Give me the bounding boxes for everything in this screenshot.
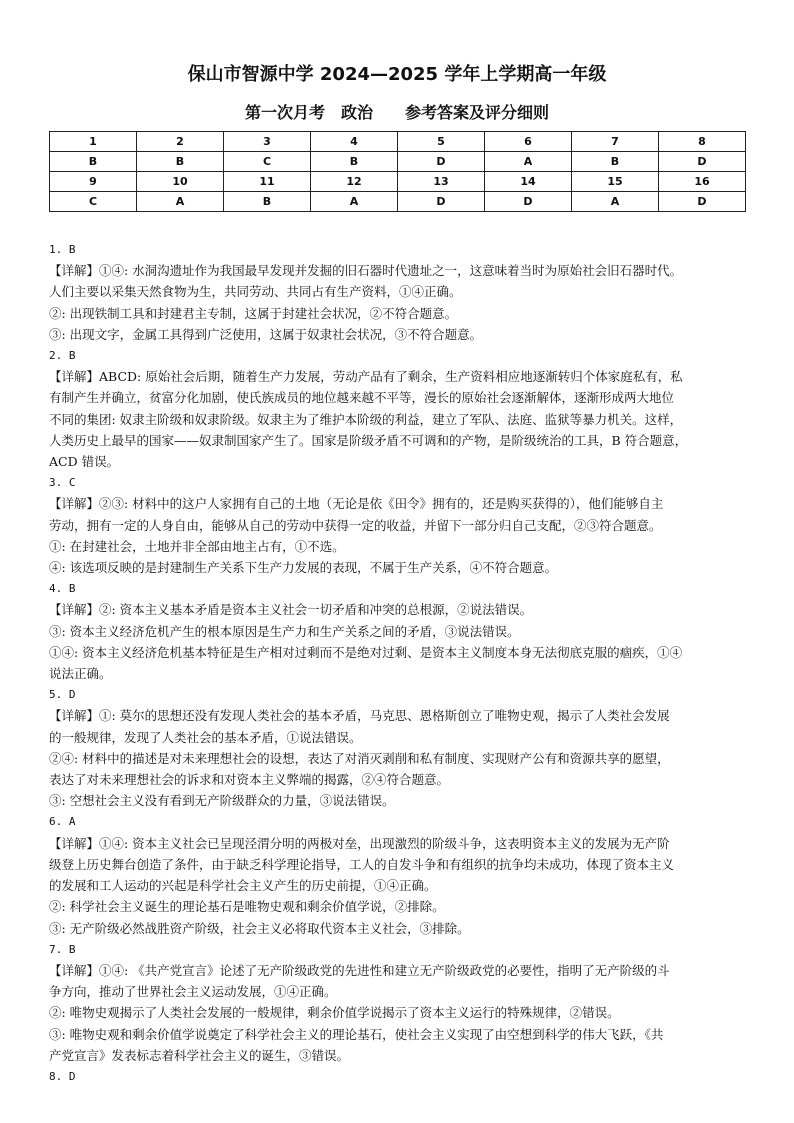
answer-cell: B: [311, 152, 398, 172]
question-answer-heading: 2. B: [49, 349, 76, 363]
question-number-cell: 10: [137, 172, 224, 192]
answer-cell: B: [50, 152, 137, 172]
question-answer-heading: 5. D: [49, 688, 76, 702]
explanation-line: ①: 在封建社会，土地并非全部由地主占有，①不选。: [49, 538, 345, 554]
explanation-line: ③: 空想社会主义没有看到无产阶级群众的力量，③说法错误。: [49, 793, 395, 809]
question-number-row: [50, 172, 746, 192]
explanation-line: ③: 无产阶级必然战胜资产阶级，社会主义必将取代资本主义社会，③排除。: [49, 920, 470, 936]
question-answer-heading: 8. D: [49, 1069, 76, 1083]
explanation-line: 【详解】①④: 《共产党宣言》论述了无产阶级政党的先进性和建立无产阶级政党的必要性，指明了无产阶级的斗: [49, 962, 670, 978]
question-number-cell: 6: [485, 132, 572, 152]
explanation-line: 说法正确。: [49, 666, 112, 682]
question-number-cell: 15: [572, 172, 659, 192]
question-number-cell: 9: [50, 172, 137, 192]
explanation-line: 级登上历史舞台创造了条件，由于缺乏科学理论指导，工人的自发斗争和有组织的抗争均未成功，体现了资本主义: [49, 856, 675, 872]
explanation-line: ②④: 材料中的描述是对未来理想社会的设想，表达了对消灭剥削和私有制度、实现财产公有和资源共享的愿望，: [49, 750, 670, 766]
question-number-cell: 16: [659, 172, 746, 192]
explanation-line: 【详解】②③: 材料中的这户人家拥有自己的土地（无论是依《田令》拥有的，还是购买获得的），他们能够自主: [49, 496, 664, 512]
question-number-cell: 2: [137, 132, 224, 152]
answer-cell: C: [50, 192, 137, 212]
answer-cell: D: [398, 192, 485, 212]
question-number-cell: 7: [572, 132, 659, 152]
answer-cell: B: [137, 152, 224, 172]
explanation-line: ③: 唯物史观和剩余价值学说奠定了科学社会主义的理论基石，使社会主义实现了由空想到科学的伟大飞跃，《共: [49, 1026, 664, 1042]
explanation-line: 表达了对未来理想社会的诉求和对资本主义弊端的揭露，②④符合题意。: [49, 772, 450, 788]
answer-cell: D: [659, 192, 746, 212]
explanation-line: ②: 出现铁制工具和封建君主专制，这属于封建社会状况，②不符合题意。: [49, 305, 458, 321]
explanation-line: ①④: 资本主义经济危机基本特征是生产相对过剩而不是绝对过剩、是资本主义制度本身无法彻底克服的痼疾，①④: [49, 644, 683, 660]
explanation-line: ②: 唯物史观揭示了人类社会发展的一般规律，剩余价值学说揭示了资本主义运行的特殊规律，②错误。: [49, 1005, 620, 1021]
question-answer-heading: 6. A: [49, 815, 76, 829]
document-title: 保山市智源中学 2024—2025 学年上学期高一年级: [187, 64, 607, 85]
question-answer-heading: 4. B: [49, 582, 76, 596]
question-number-cell: 3: [224, 132, 311, 152]
explanation-line: 产党宣言》发表标志着科学社会主义的诞生，③错误。: [49, 1047, 350, 1063]
explanation-line: 【详解】②: 资本主义基本矛盾是资本主义社会一切矛盾和冲突的总根源，②说法错误。: [49, 602, 533, 618]
explanation-line: 人们主要以采集天然食物为生，共同劳动、共同占有生产资料，①④正确。: [49, 284, 462, 300]
answer-cell: C: [224, 152, 311, 172]
explanation-line: 的发展和工人运动的兴起是科学社会主义产生的历史前提，①④正确。: [49, 878, 437, 894]
question-answer-heading: 1. B: [49, 243, 76, 256]
explanation-line: 有制产生并确立，贫富分化加剧，使氏族成员的地位越来越不平等，漫长的原始社会逐渐解体，逐渐形成两大地位: [49, 390, 675, 406]
explanation-line: ACD 错误。: [49, 454, 120, 470]
answer-row: [50, 152, 746, 172]
answer-cell: A: [137, 192, 224, 212]
answer-cell: D: [398, 152, 485, 172]
question-answer-heading: 3. C: [49, 476, 76, 490]
question-number-cell: 12: [311, 172, 398, 192]
answer-cell: D: [659, 152, 746, 172]
answer-cell: D: [485, 192, 572, 212]
explanation-line: 人类历史上最早的国家——奴隶制国家产生了。国家是阶级矛盾不可调和的产物，是阶级统治的工具，B 符合题意，: [49, 432, 688, 448]
answer-row: [50, 192, 746, 212]
answer-cell: A: [311, 192, 398, 212]
explanation-line: 不同的集团: 奴隶主阶级和奴隶阶级。奴隶主为了维护本阶级的利益，建立了军队、法庭、监狱等暴力机关。这样，: [49, 411, 683, 427]
answer-explanations: [49, 239, 761, 1087]
question-number-row: [50, 132, 746, 152]
answer-cell: A: [572, 192, 659, 212]
question-number-cell: 5: [398, 132, 485, 152]
question-number-cell: 1: [50, 132, 137, 152]
explanation-line: 的一般规律，发现了人类社会的基本矛盾，①说法错误。: [49, 729, 362, 745]
document-subtitle: 第一次月考 政治 参考答案及评分细则: [244, 103, 549, 122]
question-number-cell: 14: [485, 172, 572, 192]
answer-cell: B: [224, 192, 311, 212]
question-number-cell: 4: [311, 132, 398, 152]
explanation-line: ③: 资本主义经济危机产生的根本原因是生产力和生产关系之间的矛盾，③说法错误。: [49, 623, 520, 639]
answer-cell: B: [572, 152, 659, 172]
explanation-line: ④: 该选项反映的是封建制生产关系下生产力发展的表现，不属于生产关系，④不符合题意。: [49, 560, 558, 576]
explanation-line: 【详解】①④: 水洞沟遗址作为我国最早发现并发掘的旧石器时代遗址之一，这意味着当时为原始社会旧石器时代。: [49, 263, 683, 279]
question-number-cell: 11: [224, 172, 311, 192]
question-number-cell: 13: [398, 172, 485, 192]
explanation-line: ②: 科学社会主义诞生的理论基石是唯物史观和剩余价值学说，②排除。: [49, 899, 445, 915]
explanation-line: 劳动，拥有一定的人身自由，能够从自己的劳动中获得一定的收益，并留下一部分归自己支配，②③符合题意。: [49, 517, 662, 533]
answer-cell: A: [485, 152, 572, 172]
explanation-line: 【详解】ABCD: 原始社会后期，随着生产力发展，劳动产品有了剩余，生产资料相应地逐渐转归个体家庭私有，私: [49, 369, 683, 385]
question-number-cell: 8: [659, 132, 746, 152]
explanation-line: ③: 出现文字，金属工具得到广泛使用，这属于奴隶社会状况，③不符合题意。: [49, 326, 483, 342]
question-answer-heading: 7. B: [49, 942, 76, 956]
answer-table: [49, 131, 746, 212]
explanation-line: 争方向，推动了世界社会主义运动发展，①④正确。: [49, 984, 337, 1000]
explanation-line: 【详解】①: 莫尔的思想还没有发现人类社会的基本矛盾，马克思、恩格斯创立了唯物史观，揭示了人类社会发展: [49, 708, 670, 724]
explanation-line: 【详解】①④: 资本主义社会已呈现泾渭分明的两极对垒，出现激烈的阶级斗争，这表明资本主义的发展为无产阶: [49, 835, 670, 851]
